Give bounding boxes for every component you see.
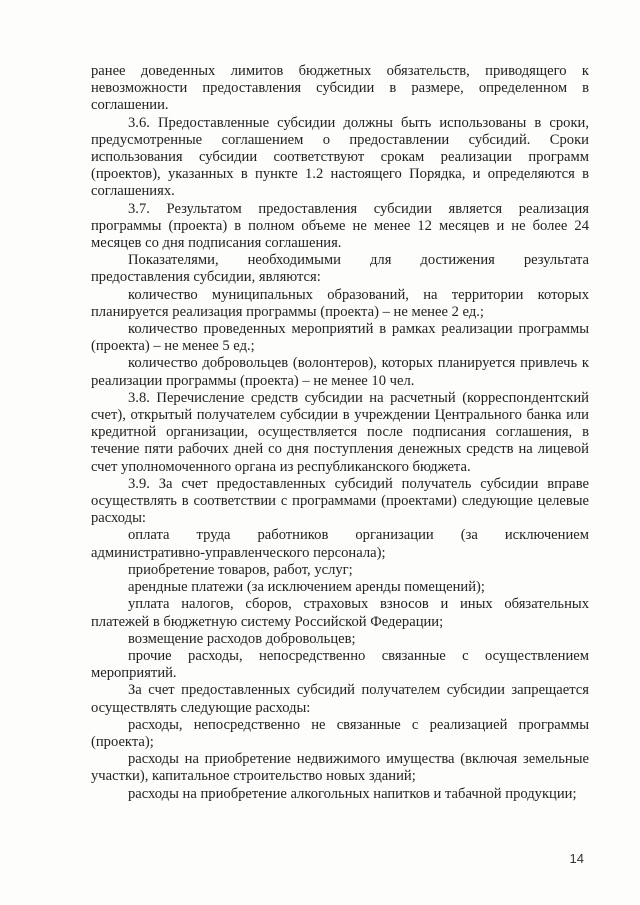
document-body — [91, 63, 589, 803]
paragraph: 3.7. Результатом предоставления субсидии является реализация программы (проекта) в полном объеме не менее 12 месяцев и не более 24 месяцев со дня подписания соглашения. — [91, 200, 589, 252]
paragraph: количество добровольцев (волонтеров), которых планируется привлечь к реализации программы (проекта) – не менее 10 чел. — [91, 355, 589, 389]
paragraph: 3.6. Предоставленные субсидии должны быть использованы в сроки, предусмотренные соглашением о предоставлении субсидий. Сроки использования субсидии соответствуют срокам реализации программ (проектов), указанных в пункте 1.2 настоящего Порядка, и определяются в соглашениях. — [91, 114, 589, 200]
paragraph: 3.9. За счет предоставленных субсидий получатель субсидии вправе осуществлять в соответствии с программами (проектами) следующие целевые расходы: — [91, 475, 589, 527]
paragraph: прочие расходы, непосредственно связанные с осуществлением мероприятий. — [91, 647, 589, 682]
paragraph: расходы на приобретение недвижимого имущества (включая земельные участки), капитальное строительство новых зданий; — [91, 751, 589, 785]
paragraph: ранее доведенных лимитов бюджетных обязательств, приводящего к невозможности предоставления субсидии в размере, определенном в соглашении. — [91, 63, 589, 114]
paragraph: За счет предоставленных субсидий получателем субсидии запрещается осуществлять следующие расходы: — [91, 682, 589, 716]
paragraph: уплата налогов, сборов, страховых взносов и иных обязательных платежей в бюджетную систему Российской Федерации; — [91, 596, 589, 630]
page-number: 14 — [569, 851, 584, 866]
paragraph: количество проведенных мероприятий в рамках реализации программы (проекта) – не менее 5 ед.; — [91, 321, 589, 355]
paragraph: приобретение товаров, работ, услуг; — [128, 561, 353, 578]
paragraph: расходы на приобретение алкогольных напитков и табачной продукции; — [128, 785, 577, 802]
paragraph: количество муниципальных образований, на территории которых планируется реализация программы (проекта) – не менее 2 ед.; — [91, 286, 589, 320]
paragraph: 3.8. Перечисление средств субсидии на расчетный (корреспондентский счет), открытый получателем субсидии в учреждении Центрального банка или кредитной организации, осуществляется после подписания соглашения, в течение пяти рабочих дней со дня поступления денежных средств на лицевой счет уполномоченного органа из республиканского бюджета. — [91, 389, 589, 475]
paragraph: арендные платежи (за исключением аренды помещений); — [128, 579, 485, 596]
paragraph: возмещение расходов добровольцев; — [128, 630, 356, 647]
paragraph: Показателями, необходимыми для достижения результата предоставления субсидии, являются: — [91, 252, 589, 286]
paragraph: оплата труда работников организации (за исключением административно-управленческого персонала); — [91, 527, 589, 561]
paragraph: расходы, непосредственно не связанные с реализацией программы (проекта); — [91, 716, 589, 750]
